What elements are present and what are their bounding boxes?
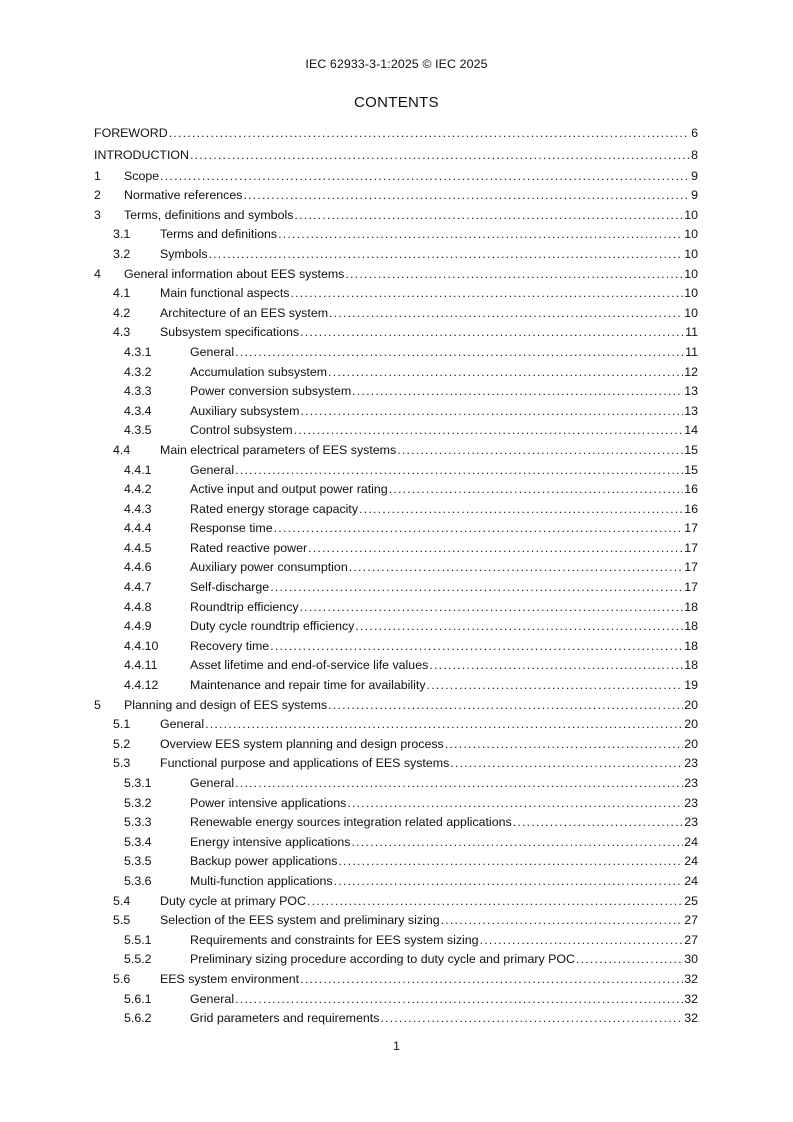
- toc-entry-page: 10: [684, 305, 698, 320]
- toc-dot-leader: [294, 421, 684, 441]
- toc-entry-number: 4.3.3: [124, 384, 152, 399]
- toc-entry-number: 5.3.4: [124, 834, 152, 849]
- toc-dot-leader: [300, 598, 684, 618]
- toc-dot-leader: [270, 578, 683, 598]
- toc-entry[interactable]: [94, 813, 698, 833]
- toc-dot-leader: [380, 1009, 683, 1029]
- toc-dot-leader: [169, 122, 690, 144]
- toc-entry-page: 27: [684, 913, 698, 928]
- toc-dot-leader: [429, 656, 683, 676]
- toc-entry-number: 5.3.5: [124, 854, 152, 869]
- toc-entry-number: 5.3.2: [124, 795, 152, 810]
- toc-entry-title: Requirements and constraints for EES system sizing: [190, 932, 479, 947]
- toc-dot-leader: [338, 852, 683, 872]
- toc-entry-title: Rated energy storage capacity: [190, 501, 359, 516]
- document-header: IEC 62933-3-1:2025 © IEC 2025: [305, 57, 488, 71]
- toc-dot-leader: [441, 911, 684, 931]
- toc-entry-title: Control subsystem: [190, 423, 293, 438]
- toc-entry-number: 4.4.7: [124, 580, 152, 595]
- toc-entry-number: 4.4.12: [124, 678, 159, 693]
- toc-entry-page: 11: [685, 325, 698, 340]
- toc-dot-leader: [359, 500, 683, 520]
- toc-entry-number: 5.6.2: [124, 1011, 152, 1026]
- toc-dot-leader: [349, 558, 683, 578]
- toc-entry-page: 12: [684, 364, 698, 379]
- toc-entry-number: 4: [94, 266, 101, 281]
- toc-entry-title: Subsystem specifications: [160, 325, 300, 340]
- table-of-contents: [94, 122, 698, 1029]
- toc-entry-page: 10: [684, 266, 698, 281]
- toc-entry-number: 4.4.2: [124, 482, 152, 497]
- toc-entry[interactable]: [94, 872, 698, 892]
- toc-entry[interactable]: [94, 402, 698, 422]
- toc-dot-leader: [190, 144, 690, 166]
- toc-entry-title: Accumulation subsystem: [190, 364, 328, 379]
- toc-entry-page: 15: [684, 462, 698, 477]
- toc-entry-title: INTRODUCTION: [94, 148, 189, 163]
- toc-dot-leader: [328, 696, 683, 716]
- toc-entry-number: 5.2: [113, 736, 131, 751]
- toc-entry-page: 17: [684, 580, 698, 595]
- toc-dot-leader: [308, 539, 683, 559]
- toc-entry-title: Asset lifetime and end-of-service life values: [190, 658, 429, 673]
- toc-entry-page: 10: [684, 286, 698, 301]
- toc-entry-number: 4.3.1: [124, 344, 152, 359]
- toc-entry-number: 5.1: [113, 717, 131, 732]
- toc-entry-page: 10: [684, 246, 698, 261]
- toc-entry-page: 9: [691, 188, 698, 203]
- toc-dot-leader: [300, 402, 683, 422]
- toc-dot-leader: [389, 480, 684, 500]
- toc-entry-number: 4.4.11: [124, 658, 158, 673]
- toc-entry-title: General: [190, 344, 235, 359]
- toc-entry-number: 4.4: [113, 442, 131, 457]
- toc-entry-page: 17: [684, 521, 698, 536]
- toc-dot-leader: [450, 754, 683, 774]
- toc-entry[interactable]: [94, 852, 698, 872]
- toc-entry[interactable]: [94, 558, 698, 578]
- toc-entry[interactable]: [94, 931, 698, 951]
- toc-dot-leader: [513, 813, 684, 833]
- toc-dot-leader: [294, 206, 683, 226]
- toc-entry-title: Power intensive applications: [190, 795, 347, 810]
- toc-entry-page: 6: [691, 126, 698, 140]
- toc-entry-title: Functional purpose and applications of EES systems: [160, 756, 450, 771]
- toc-entry-title: Preliminary sizing procedure according to duty cycle and primary POC: [190, 952, 575, 967]
- toc-entry-title: Grid parameters and requirements: [190, 1011, 380, 1026]
- toc-entry-number: 4.3: [113, 325, 131, 340]
- toc-entry[interactable]: [94, 225, 698, 245]
- toc-entry-title: FOREWORD: [94, 126, 168, 140]
- toc-entry-number: 4.4.4: [124, 521, 152, 536]
- toc-entry-page: 32: [684, 1011, 698, 1026]
- toc-entry-title: Auxiliary power consumption: [190, 560, 348, 575]
- toc-entry-title: Main functional aspects: [160, 286, 290, 301]
- toc-entry-title: Recovery time: [190, 638, 270, 653]
- toc-dot-leader: [278, 225, 683, 245]
- toc-entry-page: 15: [684, 442, 698, 457]
- toc-entry-page: 17: [684, 540, 698, 555]
- toc-entry-title: Backup power applications: [190, 854, 338, 869]
- toc-entry-number: 4.3.2: [124, 364, 152, 379]
- toc-entry-page: 16: [684, 482, 698, 497]
- toc-entry-number: 3.1: [113, 227, 131, 242]
- toc-entry-page: 19: [684, 678, 698, 693]
- toc-entry-title: Selection of the EES system and preliminary sizing: [160, 913, 440, 928]
- toc-entry-number: 4.4.1: [124, 462, 152, 477]
- toc-entry[interactable]: [94, 1009, 698, 1029]
- toc-dot-leader: [355, 617, 683, 637]
- toc-entry-number: 4.4.9: [124, 619, 152, 634]
- toc-entry-page: 27: [684, 932, 698, 947]
- toc-entry[interactable]: [94, 794, 698, 814]
- toc-entry[interactable]: [94, 304, 698, 324]
- toc-entry-page: 13: [684, 384, 698, 399]
- toc-entry-number: 4.4.8: [124, 599, 152, 614]
- toc-entry-page: 18: [684, 638, 698, 653]
- toc-entry[interactable]: [94, 245, 698, 265]
- toc-dot-leader: [576, 950, 683, 970]
- toc-entry-number: 4.3.5: [124, 423, 152, 438]
- toc-entry-page: 11: [685, 344, 698, 359]
- toc-entry[interactable]: [94, 144, 698, 166]
- toc-entry[interactable]: [94, 421, 698, 441]
- toc-entry-number: 1: [94, 168, 101, 183]
- toc-entry[interactable]: [94, 265, 698, 285]
- toc-dot-leader: [205, 715, 683, 735]
- toc-entry-title: Planning and design of EES systems: [124, 697, 328, 712]
- toc-entry-number: 5.3.3: [124, 815, 152, 830]
- toc-entry[interactable]: [94, 519, 698, 539]
- toc-entry-number: 5.3: [113, 756, 131, 771]
- toc-entry-title: Roundtrip efficiency: [190, 599, 299, 614]
- toc-entry-title: Main electrical parameters of EES systems: [160, 442, 397, 457]
- toc-entry-page: 14: [684, 423, 698, 438]
- toc-dot-leader: [235, 774, 683, 794]
- toc-entry-title: Normative references: [124, 188, 243, 203]
- toc-entry-title: Active input and output power rating: [190, 482, 388, 497]
- toc-entry-page: 32: [684, 971, 698, 986]
- toc-dot-leader: [328, 363, 683, 383]
- toc-entry-number: 4.2: [113, 305, 131, 320]
- toc-entry-page: 24: [684, 834, 698, 849]
- toc-entry-page: 8: [691, 148, 698, 163]
- toc-entry-number: 5.5.1: [124, 932, 152, 947]
- toc-entry[interactable]: [94, 735, 698, 755]
- toc-entry-number: 4.3.4: [124, 403, 152, 418]
- toc-entry-number: 3.2: [113, 246, 131, 261]
- toc-entry[interactable]: [94, 186, 698, 206]
- toc-entry-page: 25: [684, 893, 698, 908]
- toc-entry-page: 20: [684, 697, 698, 712]
- toc-entry-title: Rated reactive power: [190, 540, 308, 555]
- toc-entry-number: 4.1: [113, 286, 131, 301]
- toc-entry-number: 5.6.1: [124, 991, 152, 1006]
- toc-entry-page: 10: [684, 227, 698, 242]
- toc-dot-leader: [300, 323, 684, 343]
- toc-entry-page: 18: [684, 599, 698, 614]
- toc-entry[interactable]: [94, 598, 698, 618]
- toc-entry-page: 17: [684, 560, 698, 575]
- toc-entry-page: 30: [684, 952, 698, 967]
- toc-dot-leader: [480, 931, 684, 951]
- toc-dot-leader: [235, 990, 683, 1010]
- toc-dot-leader: [345, 265, 683, 285]
- toc-entry-page: 20: [684, 736, 698, 751]
- toc-entry-page: 10: [684, 207, 698, 222]
- toc-entry-page: 23: [684, 795, 698, 810]
- toc-entry-page: 9: [691, 168, 698, 183]
- toc-entry-page: 20: [684, 717, 698, 732]
- toc-entry[interactable]: [94, 676, 698, 696]
- toc-entry[interactable]: [94, 637, 698, 657]
- page-number: 1: [393, 1039, 400, 1053]
- toc-entry-title: Multi-function applications: [190, 873, 333, 888]
- toc-entry[interactable]: [94, 284, 698, 304]
- toc-entry-title: EES system environment: [160, 971, 300, 986]
- toc-entry-page: 23: [684, 815, 698, 830]
- toc-entry-title: Renewable energy sources integration related applications: [190, 815, 512, 830]
- toc-dot-leader: [291, 284, 684, 304]
- toc-dot-leader: [352, 833, 684, 853]
- toc-entry[interactable]: [94, 754, 698, 774]
- toc-entry[interactable]: [94, 382, 698, 402]
- toc-entry-number: 5.3.1: [124, 776, 152, 790]
- toc-entry-number: 5.3.6: [124, 873, 152, 888]
- toc-entry[interactable]: [94, 892, 698, 912]
- toc-entry-page: 23: [684, 756, 698, 771]
- toc-entry-number: 5.4: [113, 893, 131, 908]
- toc-entry-title: General information about EES systems: [124, 266, 345, 281]
- toc-entry[interactable]: [94, 363, 698, 383]
- toc-dot-leader: [352, 382, 683, 402]
- toc-dot-leader: [427, 676, 684, 696]
- toc-entry-title: General: [190, 462, 235, 477]
- toc-entry-title: Overview EES system planning and design process: [160, 736, 444, 751]
- toc-entry-page: 32: [684, 991, 698, 1006]
- toc-entry[interactable]: [94, 911, 698, 931]
- toc-dot-leader: [300, 970, 683, 990]
- toc-entry-title: Terms and definitions: [160, 227, 278, 242]
- toc-entry[interactable]: [94, 167, 698, 187]
- toc-entry-title: General: [160, 717, 205, 732]
- toc-entry[interactable]: [94, 696, 698, 716]
- toc-dot-leader: [329, 304, 683, 324]
- toc-entry[interactable]: [94, 441, 698, 461]
- toc-entry-page: 24: [684, 873, 698, 888]
- toc-entry[interactable]: [94, 323, 698, 343]
- toc-dot-leader: [270, 637, 683, 657]
- toc-dot-leader: [274, 519, 684, 539]
- toc-dot-leader: [347, 794, 683, 814]
- toc-entry[interactable]: [94, 970, 698, 990]
- toc-dot-leader: [307, 892, 683, 912]
- toc-entry[interactable]: [94, 122, 698, 144]
- toc-entry-page: 16: [684, 501, 698, 516]
- toc-entry-title: Auxiliary subsystem: [190, 403, 300, 418]
- toc-entry[interactable]: [94, 990, 698, 1010]
- toc-entry-title: Response time: [190, 521, 273, 536]
- toc-entry-page: 18: [684, 619, 698, 634]
- toc-entry[interactable]: [94, 539, 698, 559]
- toc-entry[interactable]: [94, 480, 698, 500]
- toc-entry-title: Duty cycle roundtrip efficiency: [190, 619, 355, 634]
- toc-entry[interactable]: [94, 206, 698, 226]
- toc-entry-title: Architecture of an EES system: [160, 305, 329, 320]
- toc-entry-title: Symbols: [160, 246, 208, 261]
- toc-entry-title: General: [190, 991, 235, 1006]
- toc-entry-number: 4.4.10: [124, 638, 159, 653]
- toc-entry-number: 5.5.2: [124, 952, 152, 967]
- toc-entry-number: 5: [94, 697, 101, 712]
- toc-dot-leader: [445, 735, 683, 755]
- toc-entry[interactable]: [94, 833, 698, 853]
- toc-entry[interactable]: [94, 343, 698, 363]
- toc-entry-page: 18: [684, 658, 698, 673]
- toc-entry-title: General: [190, 776, 235, 790]
- toc-entry-page: 24: [684, 854, 698, 869]
- toc-entry[interactable]: [94, 774, 698, 794]
- toc-entry-number: 5.5: [113, 913, 131, 928]
- toc-entry-number: 4.4.6: [124, 560, 152, 575]
- toc-entry-number: 2: [94, 188, 101, 203]
- toc-entry[interactable]: [94, 715, 698, 735]
- contents-title: CONTENTS: [354, 94, 439, 111]
- toc-entry-title: Power conversion subsystem: [190, 384, 352, 399]
- toc-entry[interactable]: [94, 461, 698, 481]
- toc-entry-title: Energy intensive applications: [190, 834, 351, 849]
- toc-dot-leader: [235, 343, 684, 363]
- toc-dot-leader: [334, 872, 684, 892]
- toc-entry[interactable]: [94, 656, 698, 676]
- toc-entry-title: Scope: [124, 168, 160, 183]
- toc-entry-number: 5.6: [113, 971, 131, 986]
- toc-dot-leader: [235, 461, 683, 481]
- toc-entry[interactable]: [94, 500, 698, 520]
- toc-entry-title: Maintenance and repair time for availability: [190, 678, 426, 693]
- toc-dot-leader: [160, 167, 690, 187]
- toc-dot-leader: [243, 186, 690, 206]
- toc-dot-leader: [209, 245, 684, 265]
- toc-entry[interactable]: [94, 578, 698, 598]
- toc-entry-number: 3: [94, 207, 101, 222]
- toc-entry-title: Duty cycle at primary POC: [160, 893, 306, 908]
- toc-entry[interactable]: [94, 950, 698, 970]
- toc-entry-page: 13: [684, 403, 698, 418]
- toc-entry[interactable]: [94, 617, 698, 637]
- toc-dot-leader: [397, 441, 683, 461]
- toc-entry-number: 4.4.5: [124, 540, 152, 555]
- toc-entry-number: 4.4.3: [124, 501, 152, 516]
- toc-entry-page: 23: [684, 776, 698, 790]
- toc-entry-title: Self-discharge: [190, 580, 270, 595]
- toc-entry-title: Terms, definitions and symbols: [124, 207, 294, 222]
